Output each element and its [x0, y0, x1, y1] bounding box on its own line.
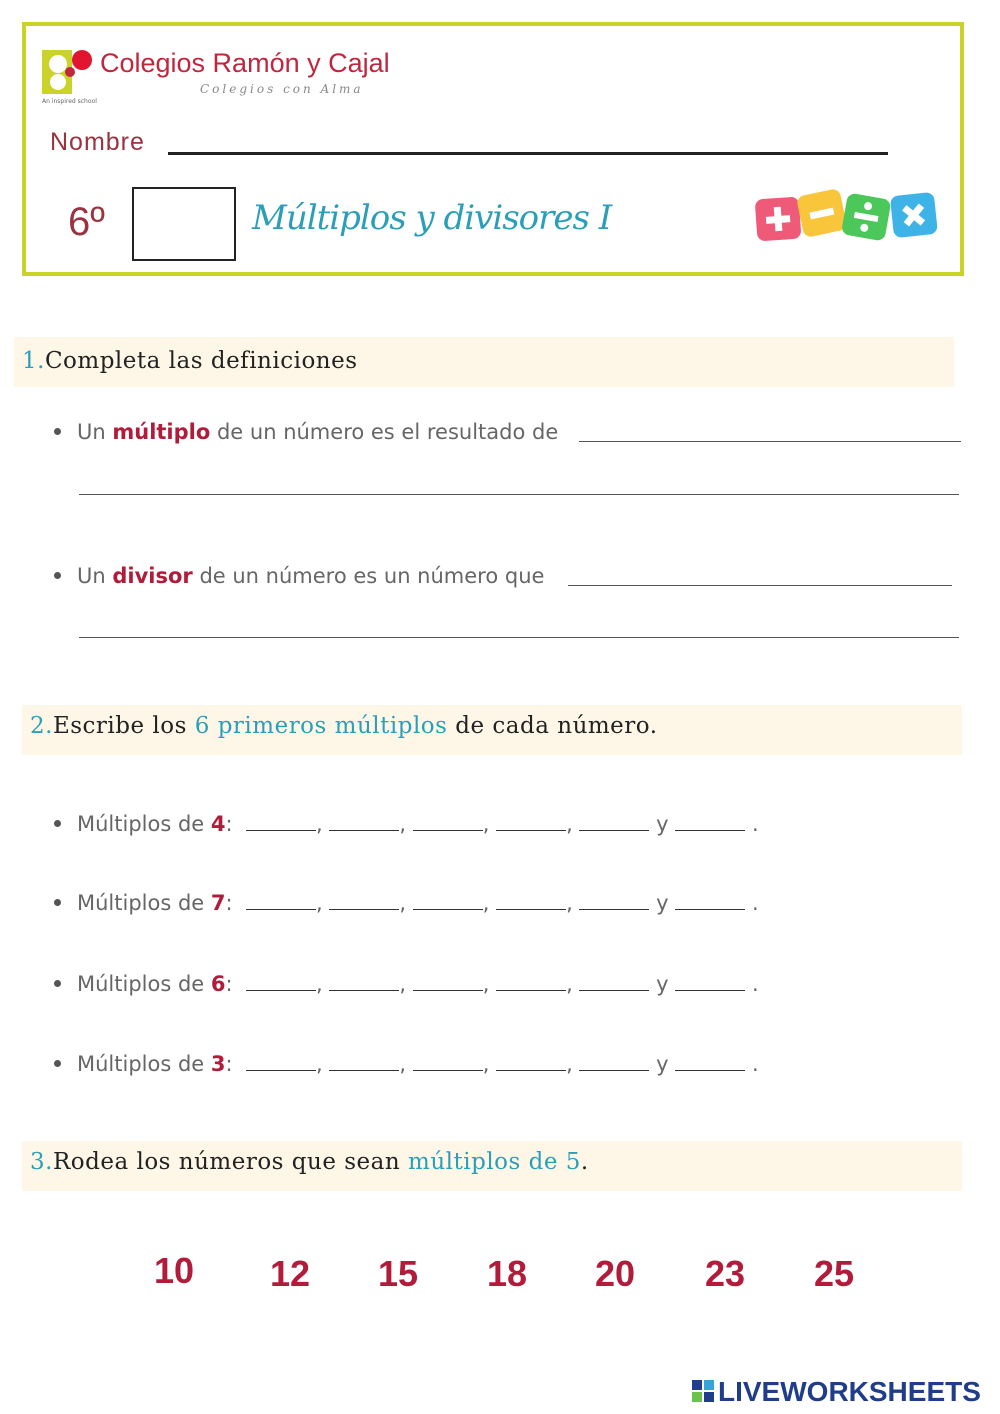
separator: ,: [399, 891, 407, 915]
section-2-title-start: Escribe los: [52, 713, 195, 739]
math-operations-icon: [752, 186, 942, 246]
worksheet-title: Múltiplos y divisores I: [252, 198, 612, 238]
separator: ,: [566, 1052, 573, 1076]
separator: ,: [399, 972, 407, 996]
def-suffix: de un número es un número que: [192, 564, 545, 588]
separator: ,: [315, 972, 323, 996]
liveworksheets-logo-icon: [692, 1380, 714, 1402]
blank-4[interactable]: [496, 972, 566, 991]
section-1-number: 1.: [22, 348, 45, 374]
number-option-10[interactable]: 10: [154, 1250, 195, 1291]
section-3-title: [30, 1149, 589, 1175]
multiples-label: Múltiplos de: [77, 891, 211, 915]
answer-line-1b[interactable]: [79, 494, 959, 495]
connector: y: [656, 812, 669, 836]
bullet-icon: [54, 572, 61, 579]
school-logo-icon: [42, 46, 94, 98]
section-3-number: 3.: [30, 1149, 53, 1175]
separator: ,: [482, 891, 490, 915]
section-3-title-highlight: múltiplos de 5: [408, 1149, 581, 1175]
multiples-row-6: Múltiplos de 6: , , , , y .: [54, 972, 759, 996]
blank-5[interactable]: [579, 1052, 649, 1071]
section-1-title-text: Completa las definiciones: [44, 348, 358, 374]
blank-1[interactable]: [246, 812, 316, 831]
end-period: .: [751, 1052, 759, 1076]
end-period: .: [751, 812, 759, 836]
grade-input-box[interactable]: [132, 187, 236, 261]
blank-1[interactable]: [246, 1052, 316, 1071]
blank-6[interactable]: [675, 812, 745, 831]
blank-4[interactable]: [496, 891, 566, 910]
multiples-label: Múltiplos de: [77, 812, 211, 836]
blank-5[interactable]: [579, 972, 649, 991]
grade-label: 6º: [68, 200, 105, 244]
blank-3[interactable]: [413, 812, 483, 831]
bullet-icon: [54, 980, 61, 987]
section-1-title: [22, 348, 358, 374]
school-motto: Colegios con Alma: [200, 82, 364, 96]
name-input-line[interactable]: [168, 152, 888, 155]
section-2-title: [30, 713, 658, 739]
keyword-multiplo: múltiplo: [112, 420, 211, 444]
separator: ,: [482, 1052, 490, 1076]
blank-3[interactable]: [413, 1052, 483, 1071]
separator: ,: [315, 891, 323, 915]
multiples-row-3: Múltiplos de 3: , , , , y .: [54, 1052, 759, 1076]
definition-item-multiple: [54, 420, 558, 444]
blank-4[interactable]: [496, 812, 566, 831]
blank-2[interactable]: [329, 812, 399, 831]
blank-2[interactable]: [329, 1052, 399, 1071]
school-name: Colegios Ramón y Cajal: [100, 48, 390, 78]
multiples-row-4: Múltiplos de 4: , , , , y .: [54, 812, 759, 836]
section-3-title-start: Rodea los números que sean: [52, 1149, 409, 1175]
def-suffix: de un número es el resultado de: [210, 420, 559, 444]
multiples-label: Múltiplos de: [77, 1052, 211, 1076]
blank-5[interactable]: [579, 891, 649, 910]
section-2-number: 2.: [30, 713, 53, 739]
separator: ,: [482, 972, 490, 996]
def-prefix: Un: [77, 420, 113, 444]
blank-5[interactable]: [579, 812, 649, 831]
answer-line-2b[interactable]: [79, 637, 959, 638]
name-label: Nombre: [50, 128, 145, 156]
def-prefix: Un: [77, 564, 113, 588]
number-option-23[interactable]: 23: [705, 1253, 746, 1294]
blank-4[interactable]: [496, 1052, 566, 1071]
bullet-icon: [54, 899, 61, 906]
logo-subtitle: An inspired school: [42, 98, 97, 105]
section-3-title-end: .: [580, 1149, 589, 1175]
blank-6[interactable]: [675, 891, 745, 910]
bullet-icon: [54, 1060, 61, 1067]
blank-2[interactable]: [329, 891, 399, 910]
separator: ,: [399, 812, 407, 836]
number-option-12[interactable]: 12: [270, 1253, 311, 1294]
bullet-icon: [54, 820, 61, 827]
multiples-number: 4: [210, 812, 226, 836]
definition-item-divisor: [54, 564, 544, 588]
multiples-number: 7: [210, 891, 226, 915]
blank-6[interactable]: [675, 1052, 745, 1071]
multiples-row-7: Múltiplos de 7: , , , , y .: [54, 891, 759, 915]
separator: ,: [482, 812, 490, 836]
separator: ,: [566, 812, 573, 836]
blank-6[interactable]: [675, 972, 745, 991]
section-2-title-end: de cada número.: [447, 713, 658, 739]
blank-3[interactable]: [413, 891, 483, 910]
separator: ,: [399, 1052, 407, 1076]
connector: y: [656, 972, 669, 996]
number-option-20[interactable]: 20: [595, 1253, 636, 1294]
separator: ,: [315, 812, 323, 836]
blank-2[interactable]: [329, 972, 399, 991]
end-period: .: [751, 891, 759, 915]
multiples-label: Múltiplos de: [77, 972, 211, 996]
multiples-number: 6: [210, 972, 226, 996]
answer-line-2a[interactable]: [568, 585, 952, 586]
connector: y: [656, 891, 669, 915]
blank-3[interactable]: [413, 972, 483, 991]
section-2-title-highlight: 6 primeros múltiplos: [194, 713, 448, 739]
number-option-25[interactable]: 25: [814, 1253, 855, 1294]
number-option-15[interactable]: 15: [378, 1253, 419, 1294]
separator: ,: [315, 1052, 323, 1076]
blank-1[interactable]: [246, 891, 316, 910]
separator: ,: [566, 972, 573, 996]
keyword-divisor: divisor: [112, 564, 193, 588]
end-period: .: [751, 972, 759, 996]
blank-1[interactable]: [246, 972, 316, 991]
connector: y: [656, 1052, 669, 1076]
bullet-icon: [54, 428, 61, 435]
separator: ,: [566, 891, 573, 915]
number-option-18[interactable]: 18: [487, 1253, 528, 1294]
answer-line-1a[interactable]: [579, 441, 961, 442]
multiples-number: 3: [210, 1052, 226, 1076]
liveworksheets-logo: LIVEWORKSHEETS: [718, 1376, 981, 1407]
